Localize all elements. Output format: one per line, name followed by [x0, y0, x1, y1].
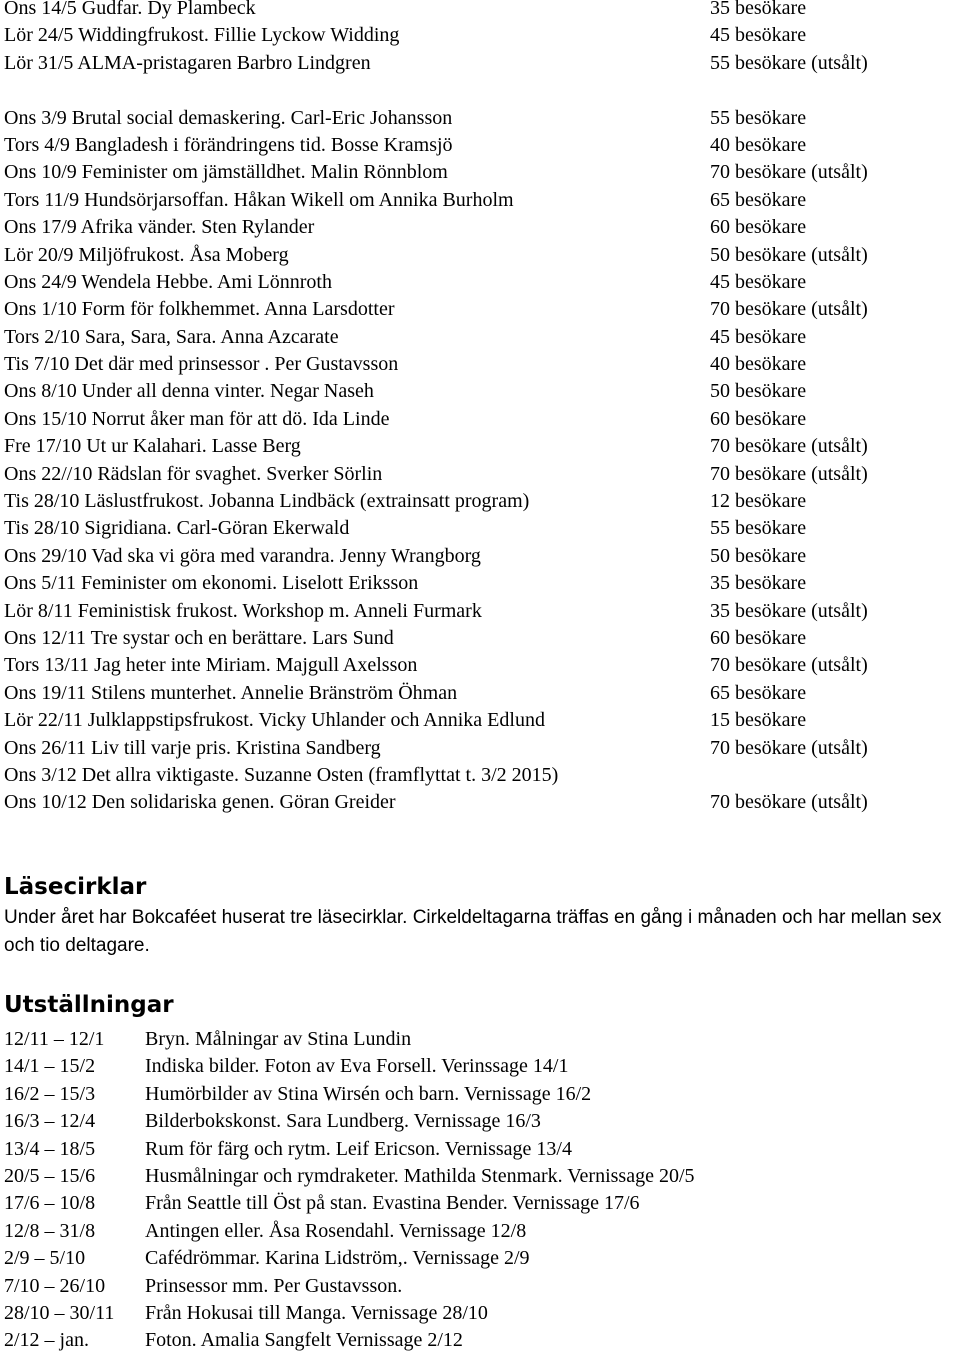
- exhibition-row: [4, 1190, 960, 1217]
- event-visitors: 35 besökare (utsålt): [710, 599, 868, 622]
- reading-circles-section: [4, 872, 960, 960]
- exhibition-row: [4, 1218, 960, 1245]
- event-row: [4, 324, 960, 351]
- event-visitors: 70 besökare (utsålt): [710, 298, 868, 321]
- exhibition-description: Husmålningar och rymdraketer. Mathilda Stenmark. Vernissage 20/5: [145, 1164, 695, 1187]
- exhibition-row: [4, 1273, 960, 1300]
- event-description: Lör 20/9 Miljöfrukost. Åsa Moberg: [4, 243, 289, 266]
- event-description: Lör 31/5 ALMA-pristagaren Barbro Lindgren: [4, 51, 371, 74]
- event-description: Ons 24/9 Wendela Hebbe. Ami Lönnroth: [4, 270, 332, 293]
- exhibition-row: [4, 1245, 960, 1272]
- event-visitors: 55 besökare: [710, 106, 807, 129]
- event-description: Ons 3/9 Brutal social demaskering. Carl-Eric Johansson: [4, 106, 453, 129]
- exhibition-dates: 17/6 – 10/8: [4, 1192, 96, 1215]
- event-description: Ons 19/11 Stilens munterhet. Annelie Bränström Öhman: [4, 681, 458, 704]
- event-spacer: [4, 77, 960, 104]
- event-visitors: 45 besökare: [710, 325, 807, 348]
- event-description: Ons 8/10 Under all denna vinter. Negar Naseh: [4, 380, 374, 403]
- event-visitors: 55 besökare: [710, 517, 807, 540]
- event-row: [4, 159, 960, 186]
- event-visitors: 70 besökare (utsålt): [710, 161, 868, 184]
- event-description: Ons 22//10 Rädslan för svaghet. Sverker Sörlin: [4, 462, 383, 485]
- exhibition-row: [4, 1026, 960, 1053]
- event-row: [4, 22, 960, 49]
- event-description: Ons 14/5 Gudfar. Dy Plambeck: [4, 0, 256, 19]
- event-visitors: 50 besökare (utsålt): [710, 243, 868, 266]
- event-visitors: 50 besökare: [710, 380, 807, 403]
- event-visitors: 50 besökare: [710, 544, 807, 567]
- event-row: [4, 707, 960, 734]
- exhibition-description: Foton. Amalia Sangfelt Vernissage 2/12: [145, 1329, 463, 1352]
- event-row: [4, 515, 960, 542]
- exhibition-dates: 2/9 – 5/10: [4, 1247, 86, 1270]
- event-visitors: 70 besökare (utsålt): [710, 462, 868, 485]
- exhibition-dates: 12/8 – 31/8: [4, 1219, 96, 1242]
- event-visitors: 70 besökare (utsålt): [710, 435, 868, 458]
- event-description: Ons 29/10 Vad ska vi göra med varandra. Jenny Wrangborg: [4, 544, 481, 567]
- event-visitors: 65 besökare: [710, 188, 807, 211]
- event-visitors: 70 besökare (utsålt): [710, 791, 868, 814]
- event-description: Lör 22/11 Julklappstipsfrukost. Vicky Uhlander och Annika Edlund: [4, 709, 545, 732]
- event-row: [4, 789, 960, 816]
- reading-circles-heading: Läsecirklar: [4, 874, 147, 900]
- exhibition-description: Antingen eller. Åsa Rosendahl. Vernissage 12/8: [145, 1219, 527, 1242]
- event-row: [4, 269, 960, 296]
- event-visitors: 35 besökare: [710, 572, 807, 595]
- event-row: [4, 296, 960, 323]
- exhibition-description: Från Seattle till Öst på stan. Evastina Bender. Vernissage 17/6: [145, 1192, 640, 1215]
- event-description: Ons 12/11 Tre systar och en berättare. Lars Sund: [4, 626, 394, 649]
- event-description: Tis 7/10 Det där med prinsessor . Per Gustavsson: [4, 353, 399, 376]
- event-row: [4, 406, 960, 433]
- event-visitors: 45 besökare: [710, 24, 807, 47]
- event-visitors: 12 besökare: [710, 490, 807, 513]
- event-visitors: 55 besökare (utsålt): [710, 51, 868, 74]
- exhibition-description: Humörbilder av Stina Wirsén och barn. Vernissage 16/2: [145, 1082, 592, 1105]
- event-visitors: 15 besökare: [710, 709, 807, 732]
- exhibition-row: [4, 1053, 960, 1080]
- event-row: [4, 214, 960, 241]
- exhibition-dates: 20/5 – 15/6: [4, 1164, 96, 1187]
- event-description: Fre 17/10 Ut ur Kalahari. Lasse Berg: [4, 435, 301, 458]
- event-visitors: 65 besökare: [710, 681, 807, 704]
- event-row: [4, 187, 960, 214]
- exhibition-row: [4, 1081, 960, 1108]
- event-description: Tors 4/9 Bangladesh i förändringens tid. Bosse Kramsjö: [4, 133, 453, 156]
- event-visitors: 60 besökare: [710, 216, 807, 239]
- event-row: [4, 598, 960, 625]
- event-row: [4, 543, 960, 570]
- event-visitors: 70 besökare (utsålt): [710, 736, 868, 759]
- event-row: [4, 735, 960, 762]
- event-row: [4, 351, 960, 378]
- exhibition-description: Cafédrömmar. Karina Lidström,. Vernissage 2/9: [145, 1247, 530, 1270]
- exhibition-row: [4, 1300, 960, 1327]
- exhibition-description: Bryn. Målningar av Stina Lundin: [145, 1028, 412, 1050]
- event-visitors: 40 besökare: [710, 133, 807, 156]
- event-row: [4, 488, 960, 515]
- event-visitors: 70 besökare (utsålt): [710, 654, 868, 677]
- event-row: [4, 461, 960, 488]
- event-description: Tors 2/10 Sara, Sara, Sara. Anna Azcarate: [4, 325, 339, 348]
- exhibition-dates: 16/2 – 15/3: [4, 1082, 96, 1105]
- event-description: Ons 15/10 Norrut åker man för att dö. Ida Linde: [4, 407, 390, 430]
- exhibition-description: Från Hokusai till Manga. Vernissage 28/10: [145, 1301, 488, 1324]
- event-visitors: 60 besökare: [710, 626, 807, 649]
- event-row: [4, 50, 960, 77]
- event-row: [4, 625, 960, 652]
- exhibition-dates: 12/11 – 12/1: [4, 1028, 105, 1050]
- event-visitors: 45 besökare: [710, 270, 807, 293]
- exhibitions-section: [4, 990, 960, 1355]
- event-row: [4, 652, 960, 679]
- exhibition-dates: 28/10 – 30/11: [4, 1301, 115, 1324]
- event-description: Ons 10/9 Feminister om jämställdhet. Malin Rönnblom: [4, 161, 448, 184]
- exhibition-description: Indiska bilder. Foton av Eva Forsell. Verinssage 14/1: [145, 1055, 569, 1078]
- event-description: Tis 28/10 Sigridiana. Carl-Göran Ekerwald: [4, 517, 350, 540]
- exhibition-description: Rum för färg och rytm. Leif Ericson. Vernissage 13/4: [145, 1137, 572, 1160]
- exhibition-row: [4, 1163, 960, 1190]
- event-row: [4, 433, 960, 460]
- event-description: Lör 8/11 Feministisk frukost. Workshop m. Anneli Furmark: [4, 599, 482, 622]
- event-row: [4, 0, 960, 22]
- event-description: Tors 11/9 Hundsörjarsoffan. Håkan Wikell om Annika Burholm: [4, 188, 514, 211]
- exhibitions-heading: Utställningar: [4, 992, 174, 1018]
- event-row: [4, 762, 960, 789]
- event-description: Tors 13/11 Jag heter inte Miriam. Majgull Axelsson: [4, 654, 418, 677]
- event-row: [4, 570, 960, 597]
- exhibition-row: [4, 1327, 960, 1354]
- event-row: [4, 242, 960, 269]
- event-description: Ons 3/12 Det allra viktigaste. Suzanne Osten (framflyttat t. 3/2 2015): [4, 763, 559, 786]
- event-description: Ons 17/9 Afrika vänder. Sten Rylander: [4, 216, 315, 239]
- event-description: Ons 26/11 Liv till varje pris. Kristina Sandberg: [4, 736, 381, 759]
- exhibition-row: [4, 1136, 960, 1163]
- exhibition-dates: 7/10 – 26/10: [4, 1274, 106, 1297]
- event-visitors: 60 besökare: [710, 407, 807, 430]
- event-row: [4, 132, 960, 159]
- exhibition-row: [4, 1108, 960, 1135]
- event-description: Lör 24/5 Widdingfrukost. Fillie Lyckow Widding: [4, 24, 400, 47]
- exhibition-dates: 13/4 – 18/5: [4, 1137, 96, 1160]
- event-description: Ons 1/10 Form för folkhemmet. Anna Larsdotter: [4, 298, 395, 321]
- reading-circles-text: Under året har Bokcaféet huserat tre läsecirklar. Cirkeldeltagarna träffas en gång i månaden och har mellan sex och tio deltagare.: [4, 907, 942, 956]
- event-row: [4, 378, 960, 405]
- event-visitors: 40 besökare: [710, 353, 807, 376]
- event-description: Tis 28/10 Läslustfrukost. Jobanna Lindbäck (extrainsatt program): [4, 490, 530, 513]
- events-list: [4, 0, 960, 817]
- event-description: Ons 5/11 Feminister om ekonomi. Liselott Eriksson: [4, 572, 419, 595]
- exhibition-dates: 14/1 – 15/2: [4, 1055, 96, 1078]
- exhibition-description: Bilderbokskonst. Sara Lundberg. Vernissage 16/3: [145, 1110, 541, 1133]
- event-row: [4, 680, 960, 707]
- event-description: Ons 10/12 Den solidariska genen. Göran Greider: [4, 791, 396, 814]
- exhibition-description: Prinsessor mm. Per Gustavsson.: [145, 1274, 403, 1297]
- event-row: [4, 105, 960, 132]
- event-visitors: 35 besökare: [710, 0, 807, 19]
- exhibition-dates: 2/12 – jan.: [4, 1329, 89, 1352]
- exhibition-dates: 16/3 – 12/4: [4, 1110, 96, 1133]
